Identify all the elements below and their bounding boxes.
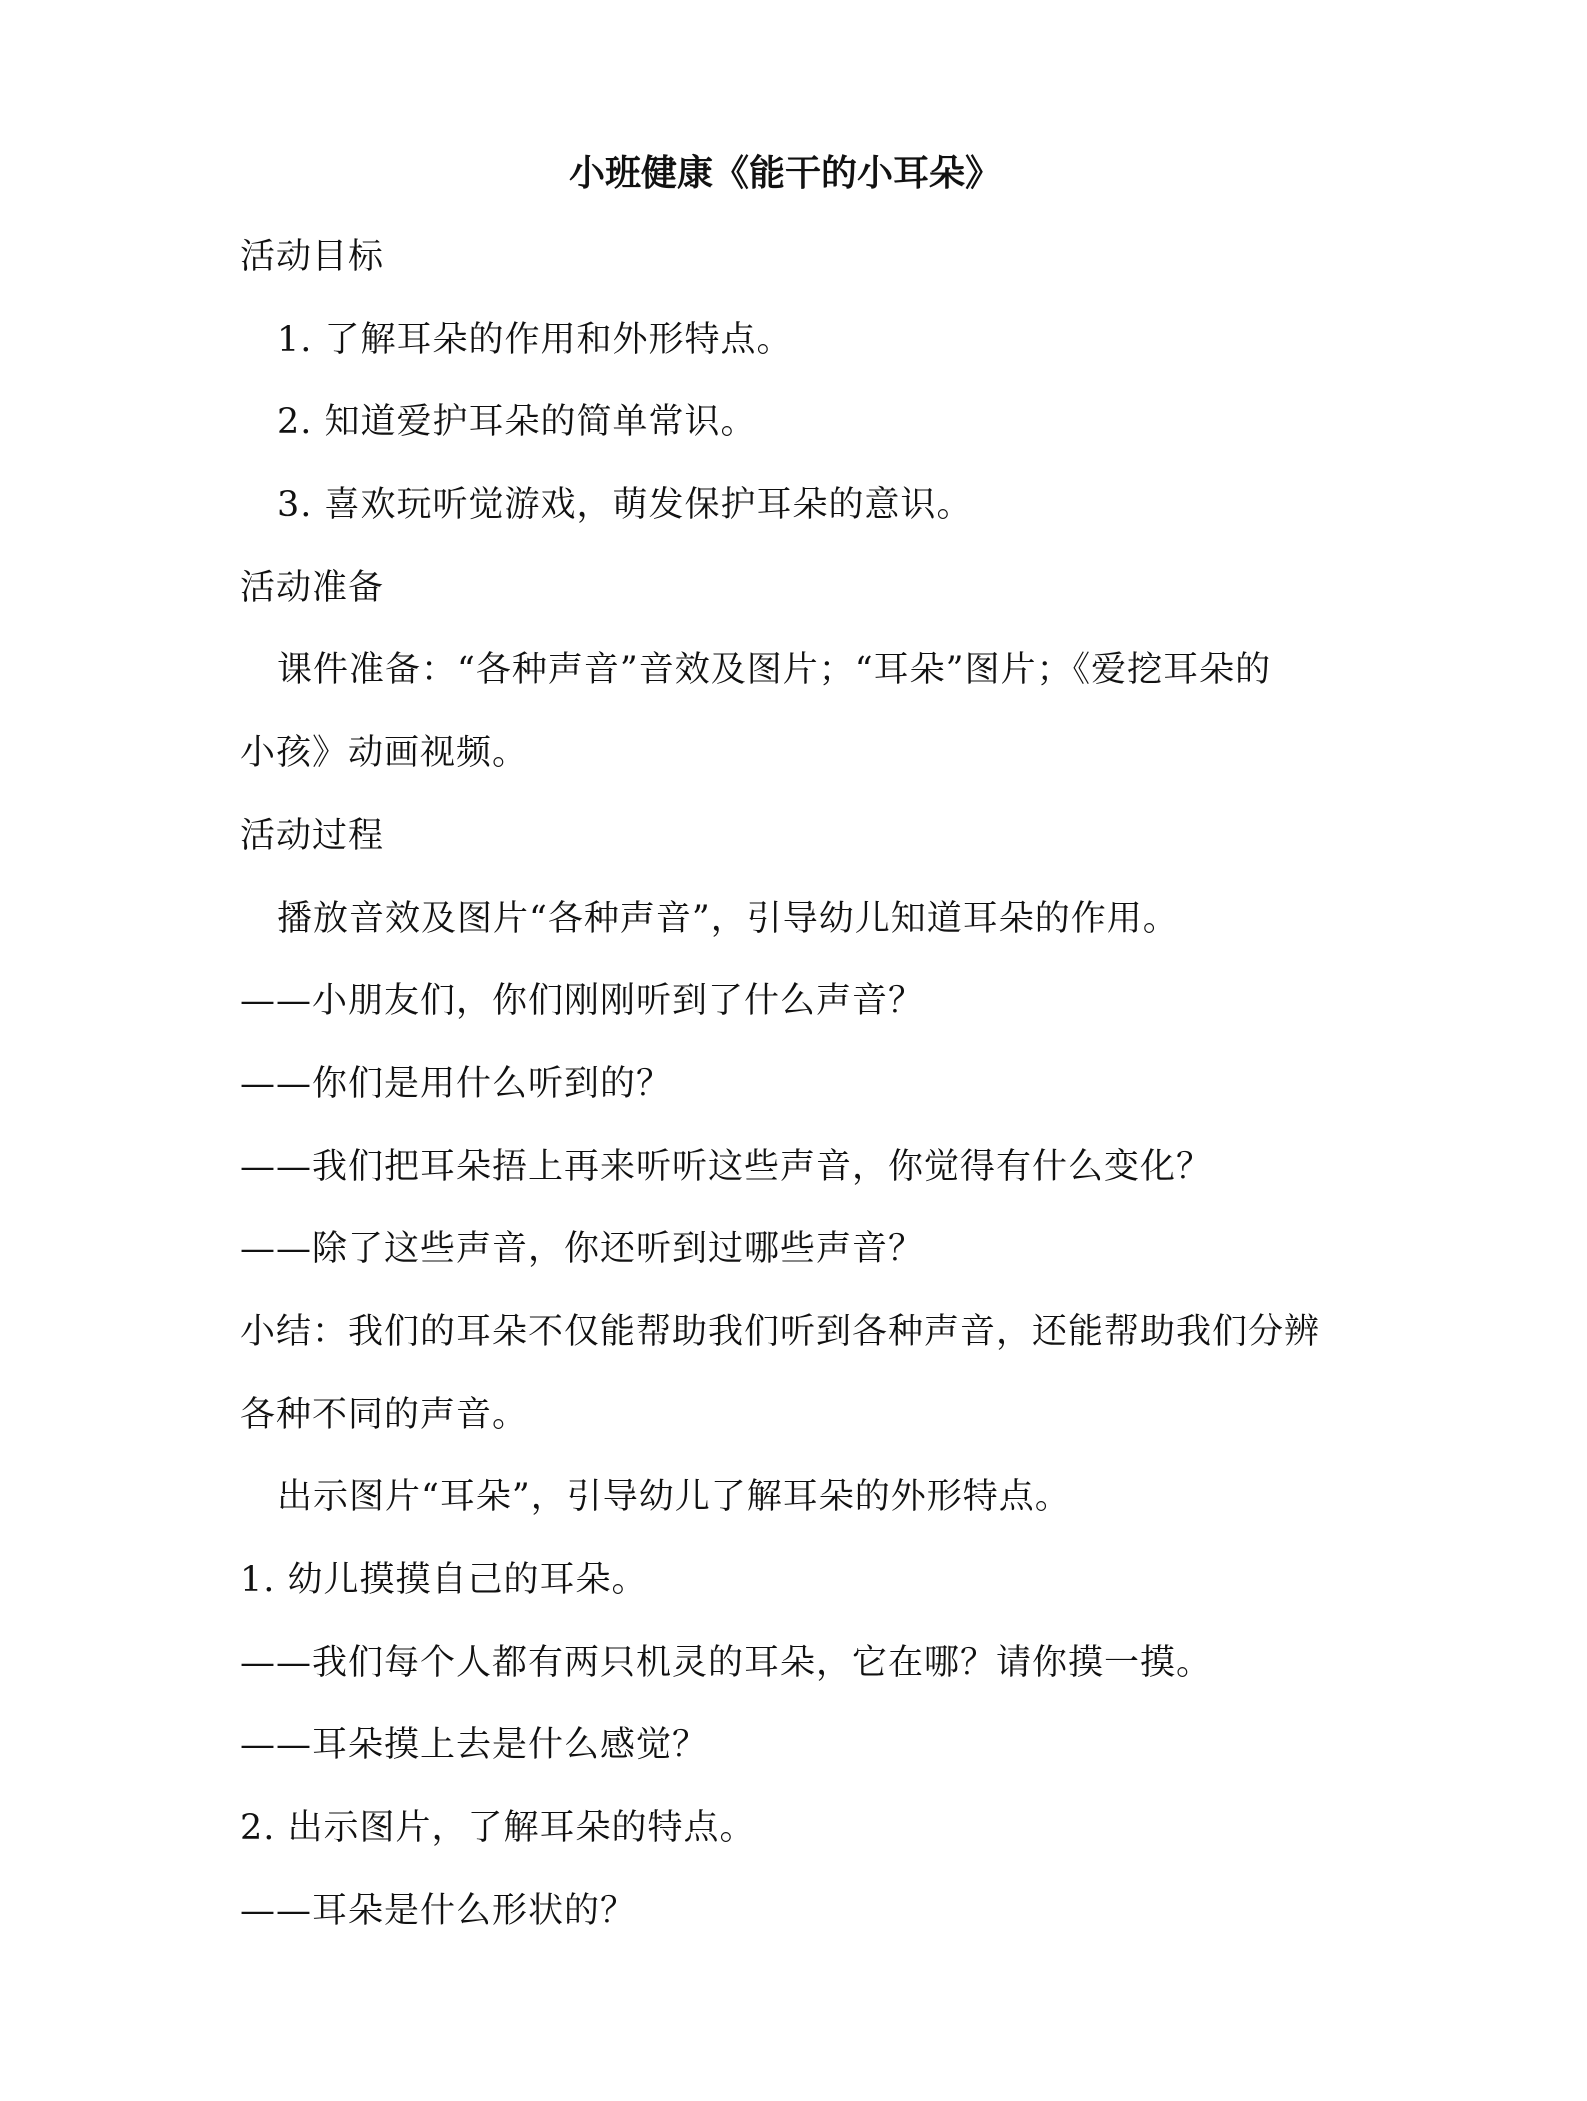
text-line: 各种不同的声音。	[240, 1394, 529, 1435]
text-line: 2. 知道爱护耳朵的简单常识。	[277, 402, 757, 443]
document-body	[240, 216, 1350, 1952]
text-line: 活动目标	[240, 237, 385, 277]
text-line: 2. 出示图片，了解耳朵的特点。	[240, 1808, 756, 1849]
text-line: 出示图片“耳朵”，引导幼儿了解耳朵的外形特点。	[277, 1477, 1071, 1518]
text-line: ——小朋友们，你们刚刚听到了什么声音？	[240, 981, 925, 1022]
text-line: 3. 喜欢玩听觉游戏，萌发保护耳朵的意识。	[277, 485, 973, 526]
document-title: 小班健康《能干的小耳朵》	[568, 152, 1001, 194]
text-line: 课件准备：“各种声音”音效及图片；“耳朵”图片；《爱挖耳朵的	[277, 650, 1272, 691]
text-line: 活动准备	[240, 567, 385, 608]
text-line: 播放音效及图片“各种声音”，引导幼儿知道耳朵的作用。	[277, 898, 1179, 939]
text-line: ——除了这些声音，你还听到过哪些声音？	[240, 1229, 925, 1270]
text-line: 1. 幼儿摸摸自己的耳朵。	[240, 1560, 648, 1600]
text-line: ——我们每个人都有两只机灵的耳朵，它在哪？请你摸一摸。	[240, 1642, 1213, 1683]
text-line: 活动过程	[240, 815, 385, 856]
text-line: 1. 了解耳朵的作用和外形特点。	[277, 319, 793, 360]
text-line: ——耳朵是什么形状的？	[240, 1890, 637, 1931]
text-line: ——耳朵摸上去是什么感觉？	[240, 1725, 709, 1766]
text-line: 小结：我们的耳朵不仅能帮助我们听到各种声音，还能帮助我们分辨	[240, 1311, 1321, 1352]
text-line: 小孩》动画视频。	[240, 733, 529, 774]
text-line: ——我们把耳朵捂上再来听听这些声音，你觉得有什么变化？	[240, 1146, 1213, 1187]
text-line: ——你们是用什么听到的？	[240, 1063, 673, 1104]
